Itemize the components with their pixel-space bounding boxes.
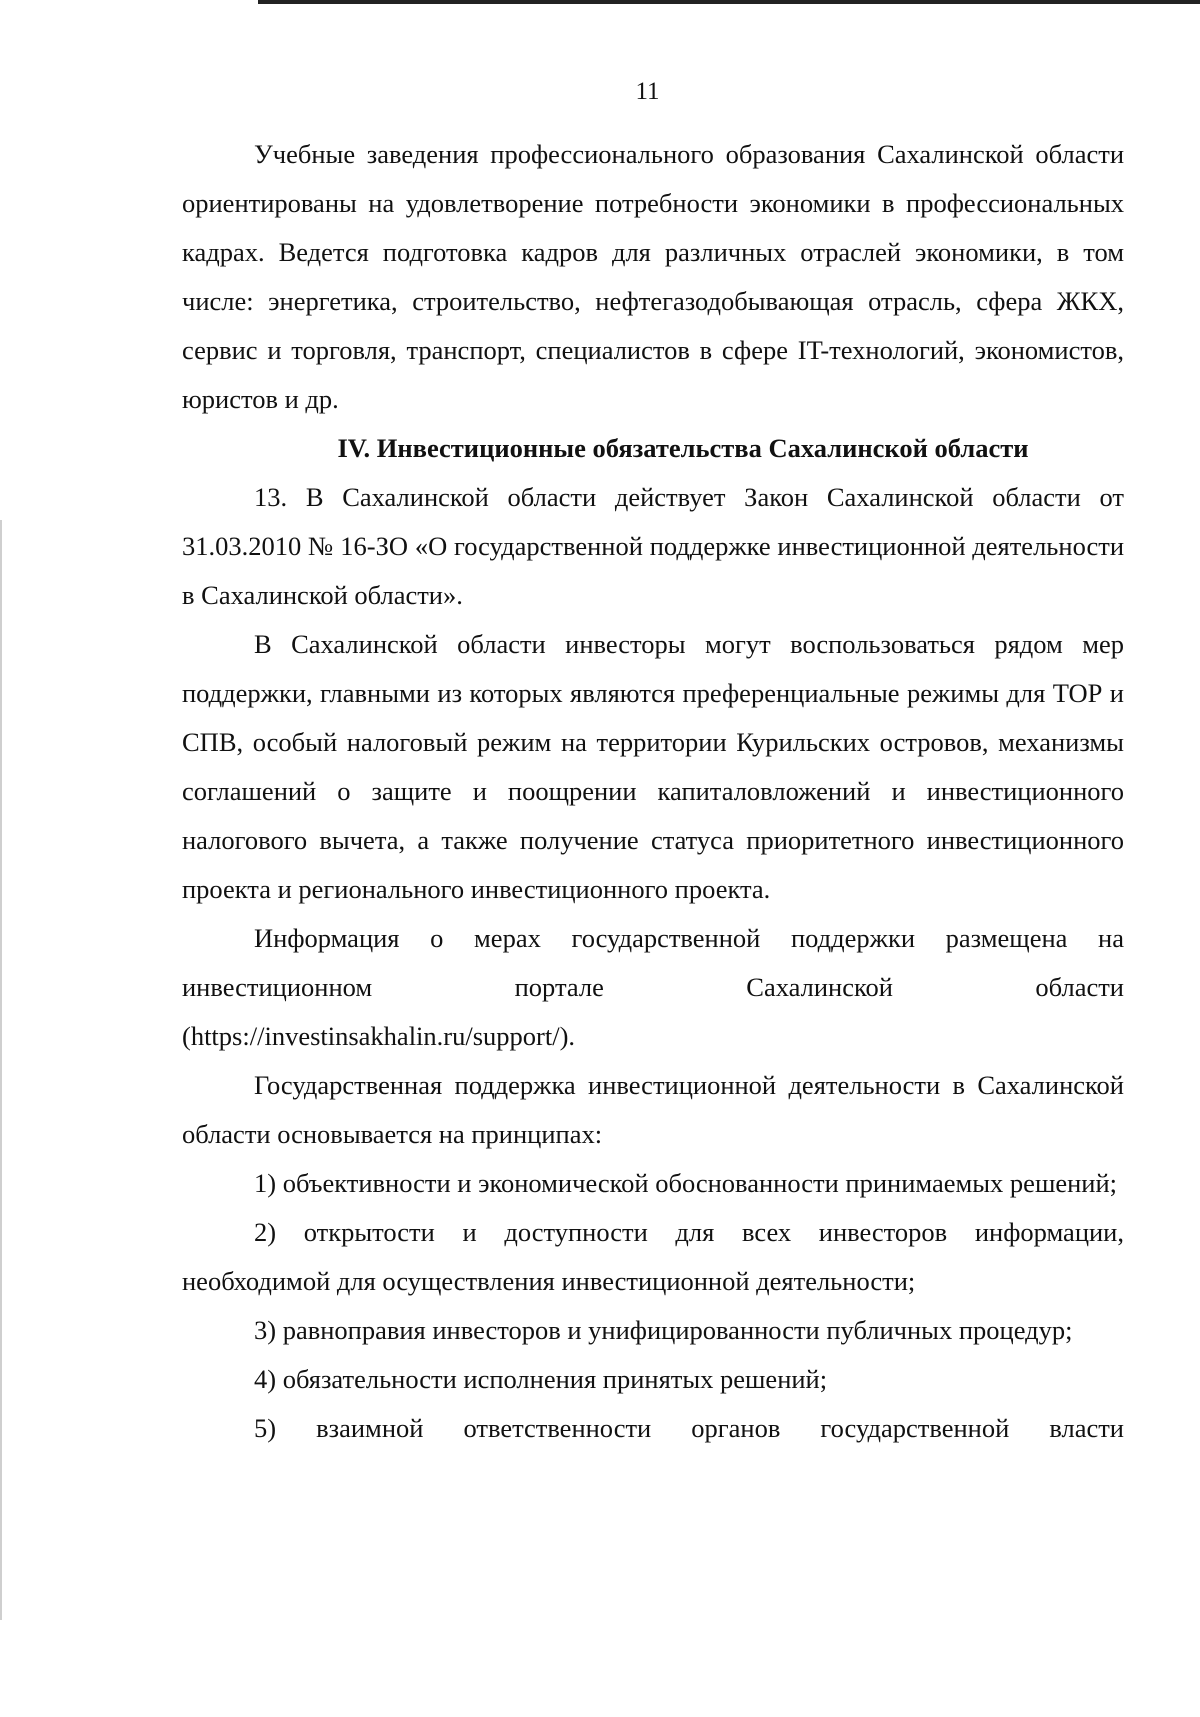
- paragraph-law: 13. В Сахалинской области действует Закон Сахалинской области от 31.03.2010 № 16-ЗО «О государственной поддержке инвестиционной деятельности в Сахалинской области».: [182, 482, 1124, 610]
- paragraph-portal-info: [182, 914, 1124, 1061]
- scan-left-edge: [0, 520, 2, 1620]
- principle-item-4: 4) обязательности исполнения принятых решений;: [254, 1364, 828, 1394]
- document-body: [182, 130, 1124, 1453]
- principle-item-5: 5) взаимной ответственности органов государственной власти: [254, 1413, 1124, 1443]
- principle-item-2: 2) открытости и доступности для всех инвесторов информации, необходимой для осуществления инвестиционной деятельности;: [182, 1217, 1124, 1296]
- principle-item-3: 3) равноправия инвесторов и унифицированности публичных процедур;: [254, 1315, 1073, 1345]
- page-number: 11: [635, 78, 660, 105]
- principle-item-1: 1) объективности и экономической обоснованности принимаемых решений;: [254, 1168, 1118, 1198]
- section-heading: IV. Инвестиционные обязательства Сахалинской области: [337, 433, 1029, 463]
- paragraph-principles-intro: Государственная поддержка инвестиционной деятельности в Сахалинской области основывается на принципах:: [182, 1070, 1124, 1149]
- portal-link: (https://investinsakhalin.ru/support/).: [182, 1021, 576, 1051]
- top-border-line: [258, 0, 1200, 4]
- portal-info-line-2: инвестиционном портале Сахалинской области: [182, 972, 1124, 1002]
- portal-info-line-1: Информация о мерах государственной поддержки размещена на: [254, 923, 1124, 953]
- paragraph-support-measures: В Сахалинской области инвесторы могут воспользоваться рядом мер поддержки, главными из которых являются преференциальные режимы для ТОР и СПВ, особый налоговый режим на территории Курильских островов, механизмы соглашений о защите и поощрении капиталовложений и инвестиционного налогового вычета, а также получение статуса приоритетного инвестиционного проекта и регионального инвестиционного проекта.: [182, 629, 1124, 904]
- paragraph-education: Учебные заведения профессионального образования Сахалинской области ориентированы на удовлетворение потребности экономики в профессиональных кадрах. Ведется подготовка кадров для различных отраслей экономики, в том числе: энергетика, строительство, нефтегазодобывающая отрасль, сфера ЖКХ, сервис и торговля, транспорт, специалистов в сфере IT-технологий, экономистов, юристов и др.: [182, 139, 1124, 414]
